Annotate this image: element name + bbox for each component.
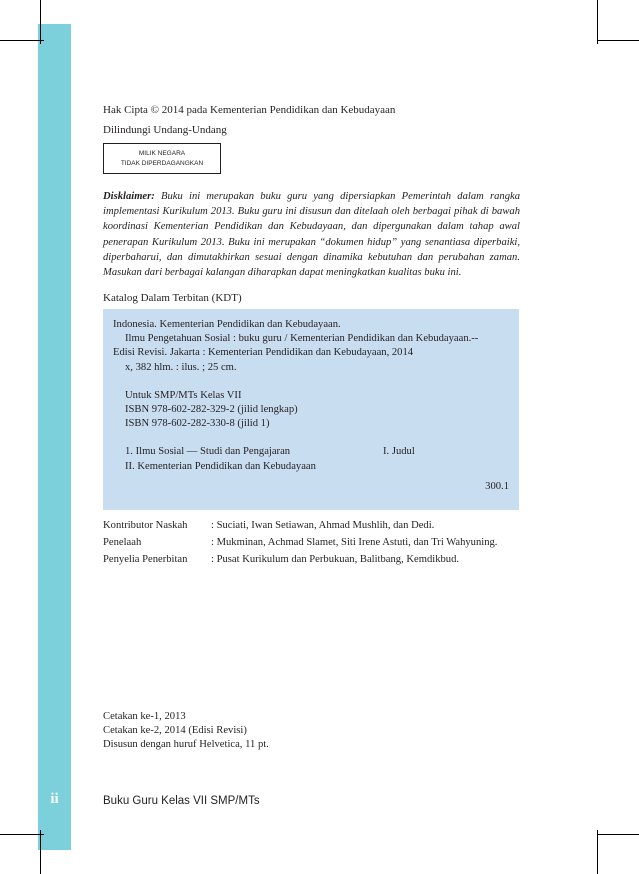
crop-mark bbox=[597, 40, 639, 41]
kdt-isbn: ISBN 978-602-282-329-2 (jilid lengkap) bbox=[125, 404, 298, 416]
stamp-line-2: TIDAK DIPERDAGANGKAN bbox=[120, 160, 204, 167]
kdt-heading: Katalog Dalam Terbitan (KDT) bbox=[103, 292, 242, 304]
credit-label: Penelaah bbox=[103, 537, 142, 548]
kdt-line: Indonesia. Kementerian Pendidikan dan Kebudayaan. bbox=[113, 319, 341, 330]
kdt-line: Edisi Revisi. Jakarta : Kementerian Pendidikan dan Kebudayaan, 2014 bbox=[113, 347, 414, 359]
crop-mark bbox=[40, 830, 41, 874]
printing-line: Disusun dengan huruf Helvetica, 11 pt. bbox=[103, 739, 269, 751]
kdt-line: x, 382 hlm. : ilus. ; 25 cm. bbox=[125, 361, 237, 373]
credit-value: : Pusat Kurikulum dan Perbukuan, Balitbang, Kemdikbud. bbox=[211, 554, 460, 565]
credit-label: Penyelia Penerbitan bbox=[103, 554, 188, 565]
side-color-strip bbox=[38, 24, 71, 850]
kdt-title-entry: I. Judul bbox=[383, 446, 415, 458]
disclaimer-text: Buku ini merupakan buku guru yang dipersiapkan Pemerintah dalam rangka implementasi Kurikulum 2013. Buku guru ini disusun dan ditelaah oleh berbagai pihak di bawah koordinasi Kementerian Pendidikan dan Kebudayaan, dan dipergunakan dalam tahap awal penerapan Kurikulum 2013. Buku ini merupakan “dokumen hidup” yang senantiasa diperbaiki, diperbaharui, dan dimutakhirkan sesuai dengan dinamika kebutuhan dan perubahan zaman. Masukan dari berbagai kalangan diharapkan dapat meningkatkan kualitas buku ini. bbox=[103, 191, 520, 279]
disclaimer-paragraph bbox=[103, 189, 520, 280]
credit-label: Kontributor Naskah bbox=[103, 520, 188, 531]
credit-value: : Suciati, Iwan Setiawan, Ahmad Mushlih, dan Dedi. bbox=[211, 520, 435, 531]
running-footer: Buku Guru Kelas VII SMP/MTs bbox=[103, 795, 260, 807]
printing-line: Cetakan ke-2, 2014 (Edisi Revisi) bbox=[103, 725, 247, 737]
kdt-line: II. Kementerian Pendidikan dan Kebudayaan bbox=[125, 460, 316, 472]
copyright-notice: Hak Cipta © 2014 pada Kementerian Pendidikan dan Kebudayaan bbox=[103, 104, 396, 116]
kdt-isbn: ISBN 978-602-282-330-8 (jilid 1) bbox=[125, 418, 270, 430]
kdt-class-number: 300.1 bbox=[485, 481, 509, 492]
page-number: ii bbox=[50, 791, 59, 807]
crop-mark bbox=[0, 40, 44, 41]
disclaimer-label: Disklaimer: bbox=[103, 191, 155, 202]
protection-notice: Dilindungi Undang-Undang bbox=[103, 124, 227, 136]
crop-mark bbox=[0, 834, 44, 835]
kdt-line: Untuk SMP/MTs Kelas VII bbox=[125, 389, 242, 401]
ownership-stamp bbox=[103, 143, 221, 174]
stamp-line-1: MILIK NEGARA bbox=[138, 150, 186, 157]
kdt-catalog-box bbox=[103, 309, 519, 510]
printing-info bbox=[103, 710, 269, 753]
kdt-subject: 1. Ilmu Sosial — Studi dan Pengajaran bbox=[125, 446, 291, 458]
kdt-subject-row bbox=[113, 445, 519, 459]
crop-mark bbox=[597, 830, 598, 874]
printing-line: Cetakan ke-1, 2013 bbox=[103, 711, 186, 722]
kdt-line: Ilmu Pengetahuan Sosial : buku guru / Kementerian Pendidikan dan Kebudayaan.-- bbox=[125, 333, 479, 345]
crop-mark bbox=[597, 0, 598, 44]
crop-mark bbox=[597, 834, 639, 835]
crop-mark bbox=[40, 0, 41, 44]
credit-value: : Mukminan, Achmad Slamet, Siti Irene Astuti, dan Tri Wahyuning. bbox=[211, 537, 498, 548]
